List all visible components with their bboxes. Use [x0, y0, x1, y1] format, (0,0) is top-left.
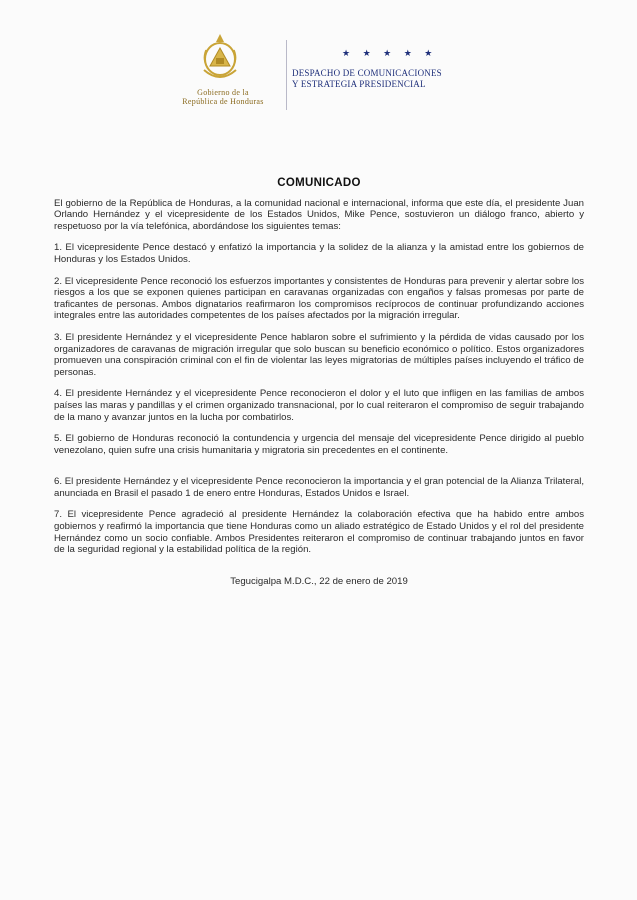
government-line-1: Gobierno de la [197, 88, 249, 97]
document-title: COMUNICADO [277, 177, 361, 189]
point-4: 4. El presidente Hernández y el vicepresidente Pence reconocieron el dolor y el luto que infligen en las familias de ambos países las maras y pandillas y el crimen organizado transnacional, por lo cual reiteraron el compromiso de seguir trabajando de la mano y avanzar juntos en la lucha por combatirlos. [54, 388, 584, 423]
point-2: 2. El vicepresidente Pence reconoció los esfuerzos importantes y consistentes de Honduras para prevenir y alertar sobre los riesgos a los que se exponen quienes participan en caravanas organizadas con engaños y falsas promesas por parte de traficantes de personas. Ambos dignatarios reafirmaron los compromisos recíprocos de continuar profundizando acciones integrales entre las autoridades competentes de los países afectados por la migración irregular. [54, 275, 584, 322]
communique-body [54, 178, 584, 587]
department-line-2: Y ESTRATEGIA PRESIDENCIAL [292, 79, 426, 89]
point-6: 6. El presidente Hernández y el vicepresidente Pence reconocieron la importancia y el gran potencial de la Alianza Trilateral, anunciada en Brasil el pasado 1 de enero entre Honduras, Estados Unidos e Israel. [54, 476, 584, 499]
honduras-coat-of-arms-icon [200, 32, 240, 84]
header-divider [286, 40, 287, 110]
point-5: 5. El gobierno de Honduras reconoció la contundencia y urgencia del mensaje del vicepresidente Pence dirigido al pueblo venezolano, quien sufre una crisis humanitaria y migratoria sin precedentes en el continente. [54, 433, 584, 456]
place-and-date: Tegucigalpa M.D.C., 22 de enero de 2019 [230, 575, 408, 587]
point-7: 7. El vicepresidente Pence agradeció al presidente Hernández la colaboración efectiva que ha habido entre ambos gobiernos y reafirmó la importancia que tiene Honduras como un aliado estratégico de Estado Unidos y el rol del presidente Hernández como un socio confiable. Ambos Presidentes reiteraron el compromiso de continuar trabajando juntos en favor de la seguridad regional y la estabilidad política de la región. [54, 509, 584, 556]
point-3: 3. El presidente Hernández y el vicepresidente Pence hablaron sobre el sufrimiento y la pérdida de vidas causado por los organizadores de caravanas de migración irregular que solo buscan su beneficio económico o político. Estos organizadores promueven una conspiración criminal con el fin de violentar las leyes migratorias de múltiples países incluyendo el tráfico de personas. [54, 331, 584, 378]
department-name [292, 68, 492, 90]
stars-icon: ★ ★ ★ ★ ★ [342, 48, 438, 58]
government-line-2: República de Honduras [182, 97, 264, 106]
point-1: 1. El vicepresidente Pence destacó y enfatizó la importancia y la solidez de la alianza y la amistad entre los gobiernos de Honduras y los Estados Unidos. [54, 242, 584, 265]
department-line-1: DESPACHO DE COMUNICACIONES [292, 68, 442, 78]
government-name [168, 88, 278, 106]
intro-paragraph: El gobierno de la República de Honduras, a la comunidad nacional e internacional, informa que este día, el presidente Juan Orlando Hernández y el vicepresidente de los Estados Unidos, Mike Pence, sostuvieron un diálogo franco, abierto y respetuoso por la vía telefónica, abordándose los siguientes temas: [54, 197, 584, 232]
letterhead [150, 28, 490, 118]
